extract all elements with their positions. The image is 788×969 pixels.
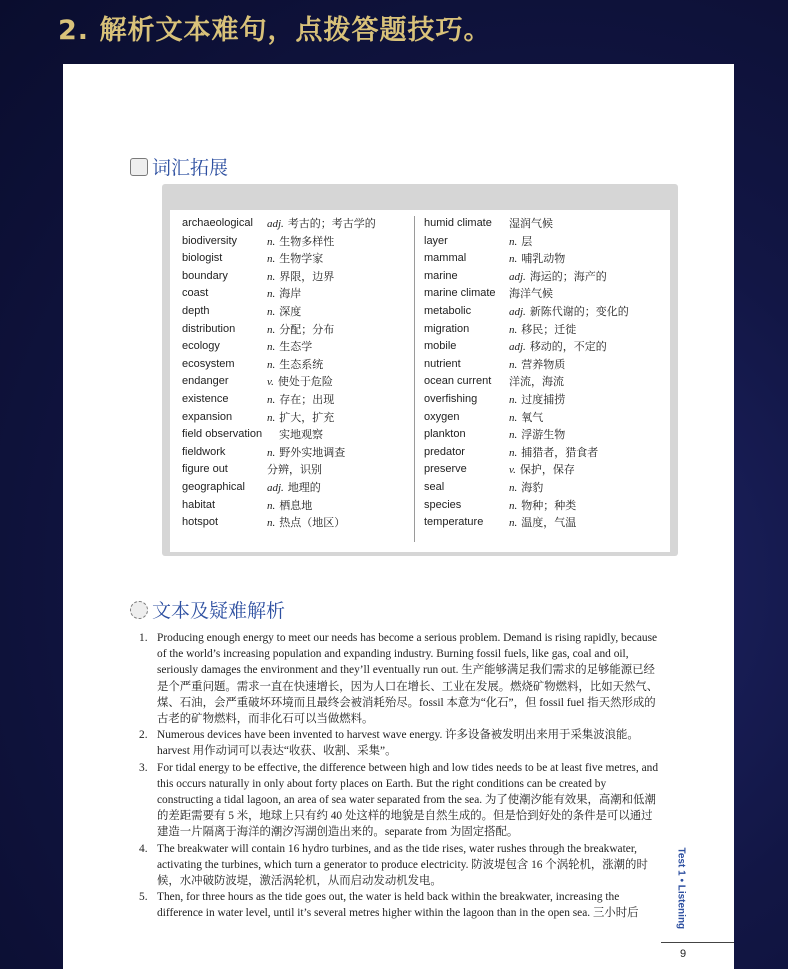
vocab-word: archaeological — [182, 217, 253, 229]
part-of-speech: adj. — [509, 305, 526, 318]
vocab-meaning: 氧气 — [521, 410, 544, 424]
vocab-meaning: 生态学 — [279, 340, 313, 354]
part-of-speech: n. — [267, 305, 276, 318]
vocab-definition — [509, 356, 565, 375]
vocab-word: marine — [424, 269, 458, 282]
part-of-speech: n. — [267, 288, 276, 301]
vocab-definition — [267, 233, 334, 252]
vocab-row — [424, 233, 664, 251]
vocab-meaning: 野外实地调查 — [279, 445, 346, 459]
vocab-definition — [267, 338, 312, 357]
book-icon — [130, 158, 148, 176]
vocab-meaning: 捕猎者，猎食者 — [521, 445, 599, 459]
vocab-row — [424, 373, 664, 391]
part-of-speech: adj. — [267, 481, 284, 494]
vocab-meaning: 海豹 — [521, 480, 544, 494]
vocab-row — [182, 373, 417, 391]
note-text: Producing enough energy to meet our needs has become a serious problem. Demand is rising rapidly, because of the world’s increasing population and expanding industry. Burning fossil fuels, like gas, coal and oil, seriously damages the environment and they’ll eventually run out. 生产能够满足我们需求的足够能源已经是个严重问题。需求一直在快速增长，因为人口在增长、工业在发展。燃烧矿物燃料，比如天然气、煤、石油，会严重破坏环境而且最终会被消耗殆尽。fossil 本意为“化石”，但 fossil fuel 指天然形成的古老的矿物燃料，而非化石可以当做燃料。 — [157, 632, 659, 726]
vocab-word: migration — [424, 322, 470, 335]
vocab-column-left — [182, 215, 417, 532]
vocab-word: ecology — [182, 340, 220, 353]
vocab-meaning: 哺乳动物 — [521, 252, 566, 266]
vocab-meaning: 移动的，不定的 — [529, 340, 607, 354]
vocab-word: depth — [182, 304, 210, 317]
vocab-definition — [267, 250, 323, 269]
vocab-word: temperature — [424, 516, 484, 529]
part-of-speech: adj. — [267, 218, 284, 230]
vocab-word: geographical — [182, 480, 245, 493]
vocab-row — [424, 514, 664, 532]
part-of-speech: n. — [267, 323, 276, 336]
vocab-word: layer — [424, 234, 448, 247]
vocab-definition — [509, 285, 553, 303]
vocab-word: existence — [182, 392, 229, 405]
analysis-heading-text: 文本及疑难解析 — [152, 600, 286, 622]
vocab-definition — [267, 391, 334, 410]
note-number: 5. — [139, 891, 148, 904]
vocab-row — [182, 250, 417, 268]
vocab-word: habitat — [182, 498, 216, 511]
vocab-meaning: 过度捕捞 — [521, 392, 566, 406]
part-of-speech: n. — [509, 411, 518, 424]
part-of-speech: n. — [509, 481, 518, 494]
vocab-row — [424, 250, 664, 268]
vocab-definition — [509, 303, 629, 322]
part-of-speech: n. — [509, 517, 518, 530]
vocab-heading-text: 词汇拓展 — [152, 157, 229, 179]
vocab-meaning: 温度，气温 — [521, 516, 577, 530]
vocab-word: endanger — [182, 375, 229, 388]
vocab-meaning: 栖息地 — [279, 498, 313, 512]
vocab-row — [424, 303, 664, 321]
part-of-speech: n. — [267, 235, 276, 248]
vocab-row — [424, 461, 664, 479]
gear-icon — [130, 601, 148, 619]
vocab-row — [182, 444, 417, 462]
vocab-word: field observation — [182, 428, 263, 441]
vocab-meaning: 新陈代谢的；变化的 — [529, 304, 629, 318]
vocab-column-right — [424, 215, 664, 532]
vocab-row — [424, 497, 664, 515]
vocab-meaning: 考古的；考古学的 — [287, 217, 376, 230]
vocab-word: marine climate — [424, 287, 496, 300]
part-of-speech: n. — [509, 393, 518, 406]
vocab-word: expansion — [182, 410, 233, 423]
vocab-meaning: 实地观察 — [279, 428, 323, 442]
vocab-row — [182, 391, 417, 409]
analysis-notes — [139, 630, 659, 922]
vocab-word: biologist — [182, 252, 223, 265]
vocab-row — [424, 215, 664, 233]
vocab-row — [182, 356, 417, 374]
part-of-speech: n. — [267, 341, 276, 354]
vocab-row — [182, 215, 417, 233]
vocab-meaning: 保护，保存 — [519, 463, 575, 477]
vocab-frame — [162, 184, 678, 556]
vocab-word: metabolic — [424, 304, 472, 317]
vocab-meaning: 层 — [521, 234, 533, 248]
vocab-word: biodiversity — [182, 234, 238, 247]
part-of-speech: adj. — [509, 270, 526, 283]
vocab-meaning: 生态系统 — [279, 357, 324, 371]
vocab-meaning: 热点（地区） — [279, 516, 346, 530]
note-number: 2. — [139, 729, 148, 742]
vocab-word: species — [424, 498, 462, 511]
vocab-row — [182, 426, 417, 444]
note-number: 4. — [139, 842, 148, 855]
note-number: 1. — [139, 632, 148, 644]
vocab-word: mobile — [424, 340, 457, 353]
vocab-row — [424, 321, 664, 339]
part-of-speech: n. — [509, 446, 518, 459]
part-of-speech: v. — [267, 376, 274, 389]
vocab-meaning: 分辨，识别 — [267, 463, 322, 477]
vocab-row — [424, 479, 664, 497]
vocab-divider — [414, 216, 415, 542]
vocab-definition — [509, 391, 565, 410]
vocab-meaning: 存在；出现 — [279, 392, 335, 406]
vocab-meaning: 湿润气候 — [509, 217, 553, 230]
vocab-word: humid climate — [424, 217, 492, 229]
vocab-meaning: 生物学家 — [279, 252, 324, 266]
vocab-row — [182, 479, 417, 497]
vocab-meaning: 浮游生物 — [521, 428, 566, 442]
vocab-meaning: 使处于危险 — [277, 375, 333, 389]
vocab-definition — [509, 338, 607, 357]
vocab-word: overfishing — [424, 392, 478, 405]
part-of-speech: n. — [509, 429, 518, 442]
vocab-row — [182, 268, 417, 286]
part-of-speech: v. — [509, 464, 516, 477]
page-number: 9 — [680, 948, 687, 960]
part-of-speech: n. — [509, 499, 518, 512]
vocab-definition — [509, 426, 565, 445]
vocab-row — [424, 409, 664, 427]
part-of-speech: n. — [267, 411, 276, 424]
vocab-row — [182, 321, 417, 339]
vocab-word: distribution — [182, 322, 236, 335]
vocab-definition — [267, 321, 334, 340]
analysis-note — [139, 889, 659, 921]
vocab-meaning: 界限，边界 — [279, 269, 335, 283]
vocab-definition — [509, 250, 565, 269]
vocab-definition — [509, 233, 532, 252]
vocab-definition — [509, 514, 576, 533]
vocab-definition — [267, 303, 301, 322]
vocab-definition — [267, 444, 345, 463]
note-text: The breakwater will contain 16 hydro turbines, and as the tide rises, water rushes through the breakwater, activating the turbines, which turn a generator to produce electricity. 防波堤包含 16 个涡轮机，涨潮的时候，水冲破防波堤，激活涡轮机，从而启动发动机发电。 — [157, 842, 648, 888]
vocab-definition — [267, 285, 301, 304]
vocab-meaning: 营养物质 — [521, 357, 566, 371]
vocab-row — [424, 285, 664, 303]
vocab-definition — [509, 497, 576, 516]
vocab-meaning: 海岸 — [279, 287, 302, 301]
vocab-word: plankton — [424, 428, 466, 441]
part-of-speech: n. — [267, 393, 276, 406]
vocab-meaning: 海运的；海产的 — [529, 269, 607, 283]
vocab-definition — [509, 479, 543, 498]
vocab-row — [424, 356, 664, 374]
note-text: For tidal energy to be effective, the difference between high and low tides needs to be at least five metres, and this occurs naturally in only about forty places on Earth. But the right conditions can be created by constructing a tidal lagoon, an area of sea water separated from the sea. 为了使潮汐能有效果，高潮和低潮的差距需要有 5 米，地球上只有约 40 处这样的地貌是自然生成的。但是恰到好处的条件是可以通过建造一片隔离于海洋的潮汐泻湖创造出来的。separate from 为固定搭配。 — [157, 761, 659, 839]
vocab-word: figure out — [182, 463, 228, 476]
part-of-speech: n. — [509, 253, 518, 266]
vocab-word: preserve — [424, 463, 467, 476]
vocab-meaning: 地理的 — [287, 480, 321, 494]
vocab-row — [182, 285, 417, 303]
vocab-definition — [509, 461, 575, 480]
analysis-note — [139, 760, 659, 841]
vocab-definition — [267, 356, 323, 375]
part-of-speech: n. — [267, 358, 276, 371]
vocab-meaning: 海洋气候 — [509, 287, 553, 301]
vocab-word: nutrient — [424, 357, 461, 370]
vocab-row — [424, 391, 664, 409]
vocab-meaning: 扩大，扩充 — [279, 410, 335, 424]
part-of-speech: n. — [267, 446, 276, 459]
vocab-word: coast — [182, 287, 209, 300]
vocab-row — [182, 461, 417, 479]
part-of-speech: n. — [267, 253, 276, 266]
analysis-note — [139, 841, 659, 890]
vocab-definition — [509, 409, 543, 428]
vocab-row — [182, 303, 417, 321]
note-text: Numerous devices have been invented to harvest wave energy. 许多设备被发明出来用于采集波浪能。harvest 用作动词可以表达“收获、收割、采集”。 — [157, 729, 639, 758]
vocab-definition — [267, 373, 333, 392]
vocab-definition — [509, 268, 607, 287]
vocab-word: boundary — [182, 269, 228, 282]
vocab-meaning: 洋流，海流 — [509, 375, 564, 389]
vocab-row — [424, 444, 664, 462]
vocab-definition — [509, 373, 564, 391]
part-of-speech: n. — [267, 517, 276, 530]
vocab-word: ocean current — [424, 375, 492, 388]
vocab-row — [182, 409, 417, 427]
vocab-row — [424, 426, 664, 444]
part-of-speech: n. — [509, 358, 518, 371]
note-number: 3. — [139, 761, 148, 774]
vocab-box — [170, 210, 670, 552]
vocab-row — [424, 268, 664, 286]
vocab-meaning: 生物多样性 — [279, 234, 335, 248]
vocab-word: predator — [424, 445, 465, 458]
vocab-word: oxygen — [424, 410, 460, 423]
vocab-word: hotspot — [182, 516, 219, 529]
analysis-note — [139, 727, 659, 759]
book-page — [63, 64, 734, 969]
banner-title: 2. 解析文本难句，点拨答题技巧。 — [58, 15, 492, 46]
part-of-speech: n. — [509, 235, 518, 248]
vocab-row — [424, 338, 664, 356]
vocab-meaning: 分配；分布 — [279, 322, 335, 336]
part-of-speech: n. — [267, 499, 276, 512]
page-rule — [661, 942, 734, 943]
analysis-note — [139, 630, 659, 727]
vocab-meaning: 深度 — [279, 304, 302, 318]
side-label — [671, 847, 691, 957]
vocab-word: fieldwork — [182, 445, 226, 458]
vocab-definition — [267, 514, 345, 533]
vocab-word: ecosystem — [182, 357, 235, 370]
vocab-word: mammal — [424, 252, 467, 265]
vocab-meaning: 物种；种类 — [521, 498, 577, 512]
side-label-text: Test 1 • Listening — [675, 847, 687, 930]
vocab-row — [182, 233, 417, 251]
vocab-row — [182, 338, 417, 356]
vocab-word: seal — [424, 480, 445, 493]
vocab-row — [182, 497, 417, 515]
vocab-meaning: 移民；迁徙 — [521, 322, 577, 336]
vocab-row — [182, 514, 417, 532]
vocab-definition — [267, 215, 376, 234]
part-of-speech: n. — [509, 323, 518, 336]
vocab-heading — [130, 153, 228, 180]
vocab-definition — [267, 497, 312, 516]
vocab-definition — [279, 426, 323, 444]
part-of-speech: n. — [267, 270, 276, 283]
note-text: Then, for three hours as the tide goes out, the water is held back within the breakwater, increasing the difference in water level, until it’s several metres higher within the lagoon than in the open sea. 三小时后 — [157, 891, 639, 920]
vocab-definition — [509, 215, 553, 233]
vocab-definition — [267, 409, 334, 428]
analysis-heading — [130, 596, 285, 623]
vocab-definition — [267, 479, 321, 498]
part-of-speech: adj. — [509, 341, 526, 354]
vocab-definition — [509, 444, 598, 463]
vocab-definition — [509, 321, 576, 340]
vocab-definition — [267, 461, 322, 479]
vocab-definition — [267, 268, 334, 287]
